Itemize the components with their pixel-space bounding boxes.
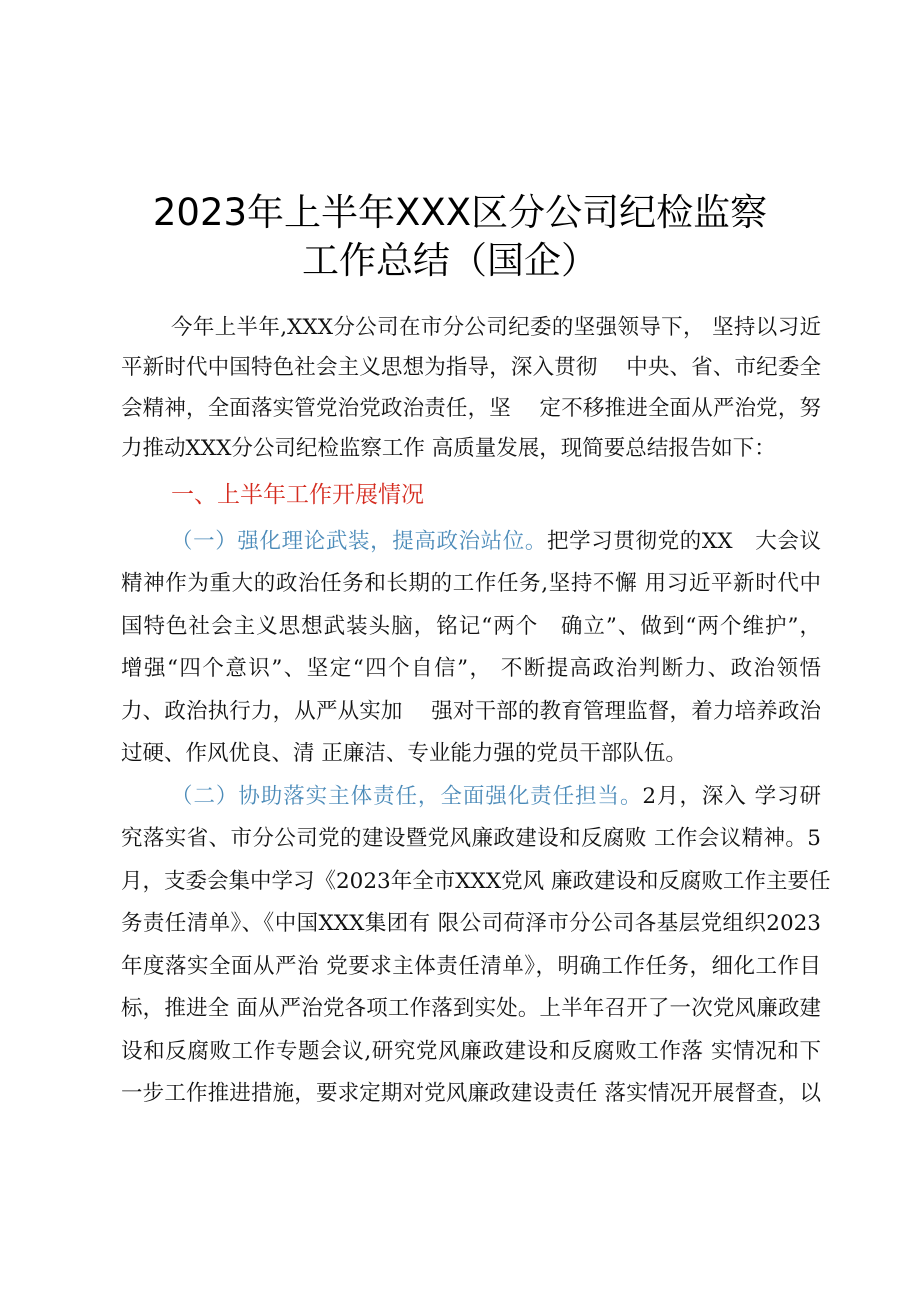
- paragraph-2-subheading: （二）协助落实主体责任，全面强化责任担当。: [171, 784, 643, 809]
- paragraph-2-line: 究落实省、市分公司党的建设暨党风廉政建设和反腐败 工作会议精神。5: [121, 826, 821, 851]
- section-heading: 一、上半年工作开展情况: [171, 482, 424, 508]
- document-title-line-2: 工作总结（国企）: [302, 239, 598, 282]
- paragraph-1-first-line: [171, 527, 821, 557]
- paragraph-2-line: 月，支委会集中学习《2023年全市XXX党风 廉政建设和反腐败工作主要任: [121, 869, 831, 894]
- paragraph-2-line: 设和反腐败工作专题会议,研究党风廉政建设和反腐败工作落 实情况和下: [121, 1039, 821, 1064]
- paragraph-1-line: 力、政治执行力，从严从实加 强对干部的教育管理监督，着力培养政治: [121, 699, 821, 724]
- paragraph-2-first-line: [171, 782, 821, 812]
- paragraph-1-line: 增强“四个意识”、坚定“四个自信”， 不断提高政治判断力、政治领悟: [121, 656, 821, 681]
- paragraph-2-line: 务责任清单》、《中国XXX集团有 限公司荷泽市分公司各基层党组织2023: [121, 911, 821, 936]
- paragraph-1-line: 国特色社会主义思想武装头脑，铭记“两个 确立”、做到“两个维护”，: [121, 614, 821, 639]
- intro-line: 今年上半年,XXX分公司在市分公司纪委的坚强领导下， 坚持以习近: [171, 315, 821, 340]
- paragraph-1-line: 过硬、作风优良、清 正廉洁、专业能力强的党员干部队伍。: [121, 741, 687, 766]
- intro-line: 会精神，全面落实管党治党政治责任，坚 定不移推进全面从严治党，努: [121, 396, 821, 421]
- paragraph-2-line: 年度落实全面从严治 党要求主体责任清单》，明确工作任务，细化工作目: [121, 954, 821, 979]
- paragraph-1-first-text: 把学习贯彻党的XX 大会议: [547, 529, 821, 554]
- paragraph-1-line: 精神作为重大的政治任务和长期的工作任务,坚持不懈 用习近平新时代中: [121, 571, 821, 596]
- intro-line: 力推动XXX分公司纪检监察工作 高质量发展，现简要总结报告如下：: [121, 436, 776, 461]
- paragraph-1-subheading: （一）强化理论武装，提高政治站位。: [171, 529, 548, 554]
- intro-line: 平新时代中国特色社会主义思想为指导，深入贯彻 中央、省、市纪委全: [121, 355, 821, 380]
- paragraph-2-line: 一步工作推进措施，要求定期对党风廉政建设责任 落实情况开展督查，以: [121, 1081, 821, 1106]
- document-title-line-1: 2023年上半年XXX区分公司纪检监察: [152, 191, 768, 234]
- paragraph-2-first-text: 2月，深入 学习研: [642, 784, 821, 809]
- paragraph-2-line: 标，推进全 面从严治党各项工作落到实处。上半年召开了一次党风廉政建: [121, 996, 821, 1021]
